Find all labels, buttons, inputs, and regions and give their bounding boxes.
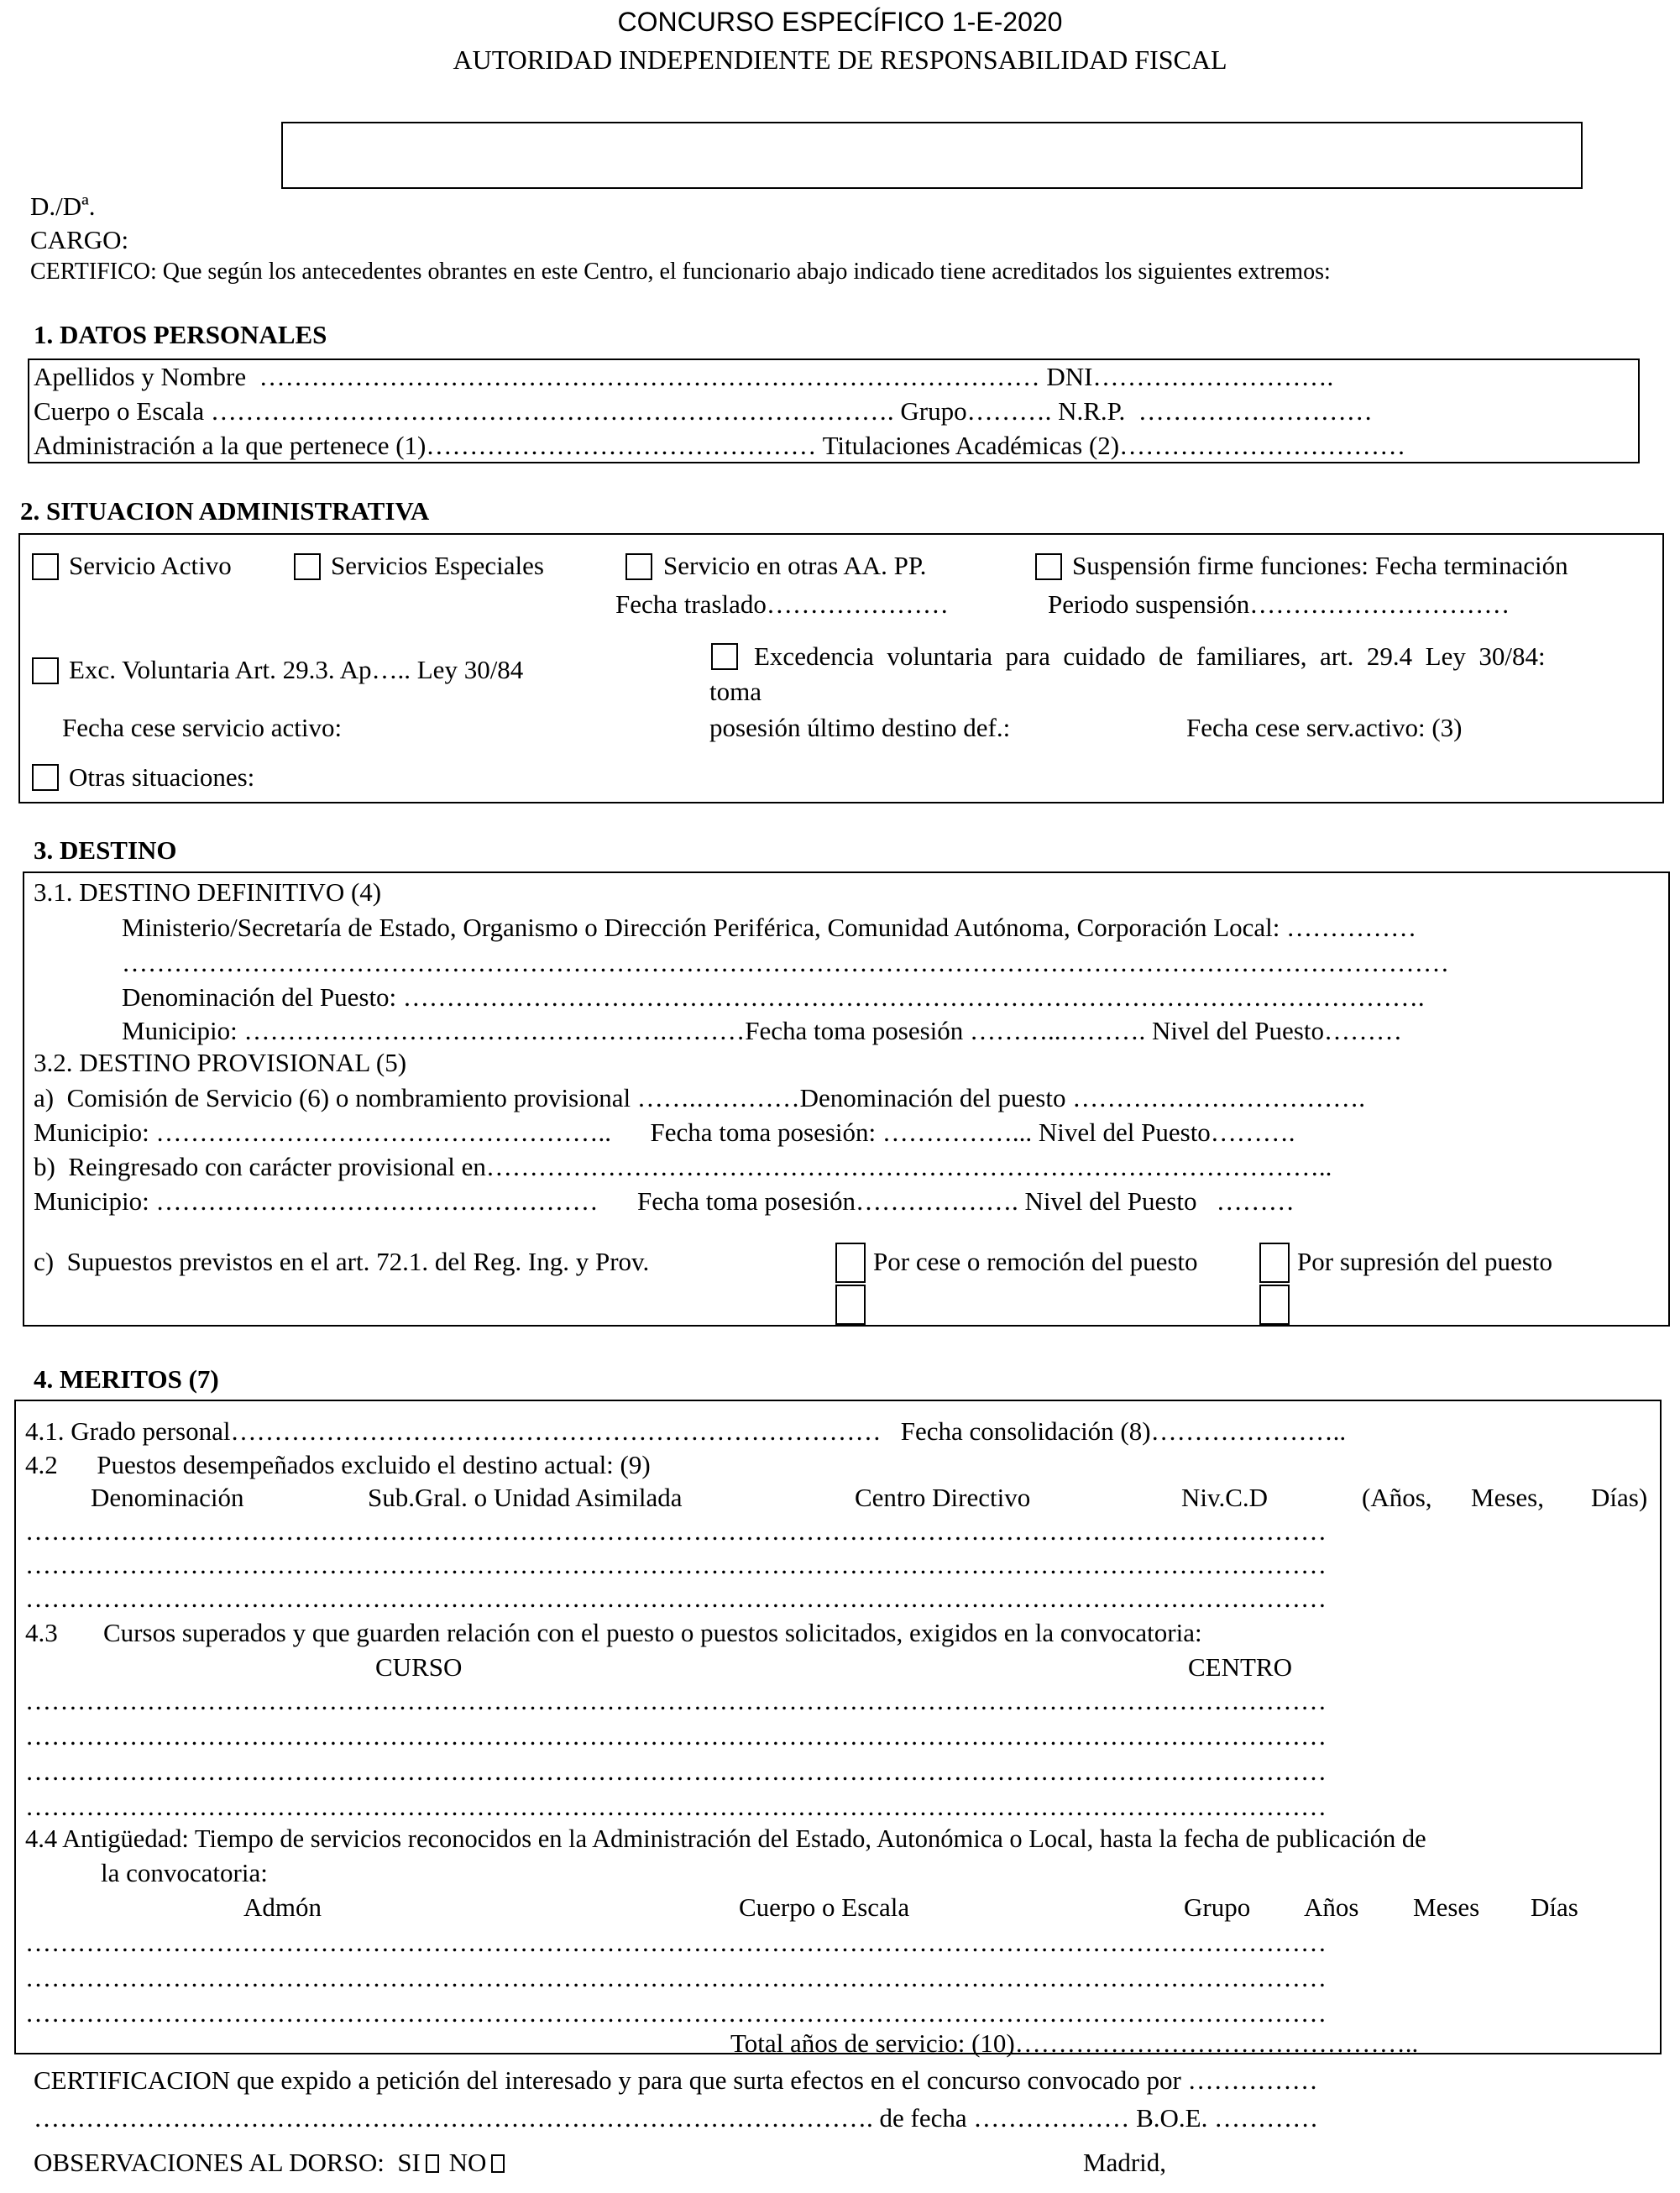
cuerpo-line: Cuerpo o Escala ……………………………………………………………………. Grupo………. N.R.P. ……………………… [34, 396, 1373, 426]
antiguedad-row: …………………………………………………………………………………………………………………………………… [25, 1928, 1327, 1957]
checkbox-supresion-bottom[interactable] [1259, 1285, 1290, 1325]
col-meses-2: Meses [1413, 1892, 1480, 1922]
col-subgral: Sub.Gral. o Unidad Asimilada [368, 1483, 683, 1512]
supuestos-line: c) Supuestos previstos en el art. 72.1. del Reg. Ing. y Prov. [34, 1247, 650, 1276]
cese-remocion-label: Por cese o remoción del puesto [873, 1247, 1198, 1276]
supresion-label: Por supresión del puesto [1297, 1247, 1552, 1276]
observaciones-no-label: NO [448, 2148, 487, 2177]
col-meses: Meses, [1471, 1483, 1544, 1512]
fecha-cese-label: Fecha cese servicio activo: [62, 713, 343, 742]
antiguedad-row: …………………………………………………………………………………………………………………………………… [25, 1963, 1327, 1992]
puestos-desempenados-line: 4.2 Puestos desempeñados excluido el destino actual: (9) [25, 1450, 651, 1479]
col-curso: CURSO [375, 1652, 463, 1682]
antiguedad-row: …………………………………………………………………………………………………………………………………… [25, 1998, 1327, 2028]
puestos-row: …………………………………………………………………………………………………………………………………… [25, 1550, 1327, 1579]
puestos-row: …………………………………………………………………………………………………………………………………… [25, 1583, 1327, 1613]
observaciones-line [34, 2149, 508, 2175]
col-cuerpo-escala: Cuerpo o Escala [739, 1892, 910, 1922]
col-grupo: Grupo [1184, 1892, 1251, 1922]
checkbox-no[interactable] [491, 2154, 505, 2173]
fecha-traslado-label: Fecha traslado………………… [615, 589, 949, 619]
madrid-label: Madrid, [1083, 2148, 1167, 2177]
col-niv-cd: Niv.C.D [1181, 1483, 1269, 1512]
document-subtitle: AUTORIDAD INDEPENDIENTE DE RESPONSABILIDAD FISCAL [453, 44, 1227, 75]
checkbox-servicios-especiales[interactable] [294, 553, 321, 580]
col-dias-2: Días [1531, 1892, 1578, 1922]
certificacion-line-2: ……………………………………………………………………………………. de fecha ……………… B.O.E. ………… [34, 2103, 1319, 2133]
checkbox-cese-bottom[interactable] [835, 1285, 866, 1325]
servicio-activo-label: Servicio Activo [69, 551, 232, 580]
checkbox-suspension[interactable] [1035, 553, 1062, 580]
observaciones-si-label: OBSERVACIONES AL DORSO: SI [34, 2148, 421, 2177]
destino-definitivo-label: 3.1. DESTINO DEFINITIVO (4) [34, 877, 382, 907]
fecha-cese-serv-label: Fecha cese serv.activo: (3) [1186, 713, 1463, 742]
exc-voluntaria-label: Exc. Voluntaria Art. 29.3. Ap….. Ley 30/84 [69, 655, 524, 684]
section-2-title: 2. SITUACION ADMINISTRATIVA [20, 496, 430, 526]
checkbox-otras-situaciones[interactable] [32, 764, 59, 791]
reingresado-line: b) Reingresado con carácter provisional en…………………………………………………………………………………….. [34, 1152, 1332, 1181]
checkbox-cese-top[interactable] [835, 1243, 866, 1283]
total-anos-servicio: Total años de servicio: (10)……………………………………….. [730, 2028, 1419, 2058]
destino-provisional-label: 3.2. DESTINO PROVISIONAL (5) [34, 1048, 407, 1077]
checkbox-si[interactable] [426, 2154, 439, 2173]
cursos-row: …………………………………………………………………………………………………………………………………… [25, 1792, 1327, 1821]
cursos-row: …………………………………………………………………………………………………………………………………… [25, 1756, 1327, 1786]
excedencia-label: Excedencia voluntaria para cuidado de familiares, art. 29.4 Ley 30/84: [754, 641, 1546, 671]
col-centro-directivo: Centro Directivo [855, 1483, 1031, 1512]
section-3-title: 3. DESTINO [34, 835, 177, 865]
ministerio-line: Ministerio/Secretaría de Estado, Organismo o Dirección Periférica, Comunidad Autónoma, Corporación Local: …………… [122, 913, 1417, 942]
section-4-title: 4. MERITOS (7) [34, 1364, 219, 1394]
periodo-suspension-label: Periodo suspensión………………………… [1048, 589, 1510, 619]
toma-label: toma [709, 677, 761, 706]
name-field-box[interactable] [281, 122, 1583, 189]
antiguedad-line: 4.4 Antigüedad: Tiempo de servicios reconocidos en la Administración del Estado, Autonómica o Local, hasta la fecha de publicación de [25, 1824, 1426, 1853]
cursos-line: 4.3 Cursos superados y que guarden relación con el puesto o puestos solicitados, exigidos en la convocatoria: [25, 1618, 1202, 1647]
municipio-definitivo-line: Municipio: ………………………………………….………Fecha toma posesión ………..………. Nivel del Puesto……… [122, 1016, 1402, 1045]
checkbox-supresion-top[interactable] [1259, 1243, 1290, 1283]
section-1-title: 1. DATOS PERSONALES [34, 320, 327, 349]
posesion-label: posesión último destino def.: [709, 713, 1011, 742]
col-admon: Admón [243, 1892, 322, 1922]
checkbox-exc-voluntaria[interactable] [32, 657, 59, 684]
suspension-label: Suspensión firme funciones: Fecha terminación [1072, 551, 1568, 580]
ministerio-dots-line: ……………………………………………………………………………………………………………………………………… [122, 948, 1449, 977]
denominacion-puesto-line: Denominación del Puesto: ………………………………………………………………………………………………………. [122, 982, 1425, 1012]
cursos-row: …………………………………………………………………………………………………………………………………… [25, 1686, 1327, 1715]
checkbox-otras-aapp[interactable] [625, 553, 652, 580]
comision-servicio-line: a) Comisión de Servicio (6) o nombramiento provisional …….…………Denominación del puesto ……………………………. [34, 1083, 1365, 1112]
col-denominacion: Denominación [91, 1483, 244, 1512]
col-anos: (Años, [1362, 1483, 1432, 1512]
municipio-comision-line: Municipio: …………………………………………….. Fecha toma posesión: ……………... Nivel del Puesto………. [34, 1117, 1295, 1147]
antiguedad-line-2: la convocatoria: [101, 1858, 268, 1887]
apellidos-line: Apellidos y Nombre ……………………………………………………………………………… DNI………………………. [34, 362, 1334, 391]
otras-aapp-label: Servicio en otras AA. PP. [663, 551, 927, 580]
cursos-row: …………………………………………………………………………………………………………………………………… [25, 1721, 1327, 1751]
cargo-label: CARGO: [30, 225, 129, 254]
col-dias: Días) [1591, 1483, 1648, 1512]
servicios-especiales-label: Servicios Especiales [331, 551, 544, 580]
checkbox-servicio-activo[interactable] [32, 553, 59, 580]
checkbox-excedencia-familiares[interactable] [711, 643, 738, 670]
municipio-reingresado-line: Municipio: …………………………………………… Fecha toma posesión………………. Nivel del Puesto ……… [34, 1186, 1295, 1216]
certifico-text: CERTIFICO: Que según los antecedentes obrantes en este Centro, el funcionario abajo indicado tiene acreditados los siguientes extremos: [30, 259, 1331, 285]
dd-label: D./Dª. [30, 191, 96, 221]
otras-situaciones-label: Otras situaciones: [69, 762, 255, 792]
puestos-row: …………………………………………………………………………………………………………………………………… [25, 1516, 1327, 1546]
certificacion-line: CERTIFICACION que expido a petición del interesado y para que surta efectos en el concurso convocado por …………… [34, 2065, 1318, 2095]
col-centro: CENTRO [1188, 1652, 1292, 1682]
document-title: CONCURSO ESPECÍFICO 1-E-2020 [617, 7, 1063, 37]
col-anos-2: Años [1304, 1892, 1359, 1922]
grado-personal-line: 4.1. Grado personal………………………………………………………………… Fecha consolidación (8)………………….. [25, 1416, 1347, 1446]
administracion-line: Administración a la que pertenece (1)……………………………………… Titulaciones Académicas (2)…………………………… [34, 431, 1406, 460]
